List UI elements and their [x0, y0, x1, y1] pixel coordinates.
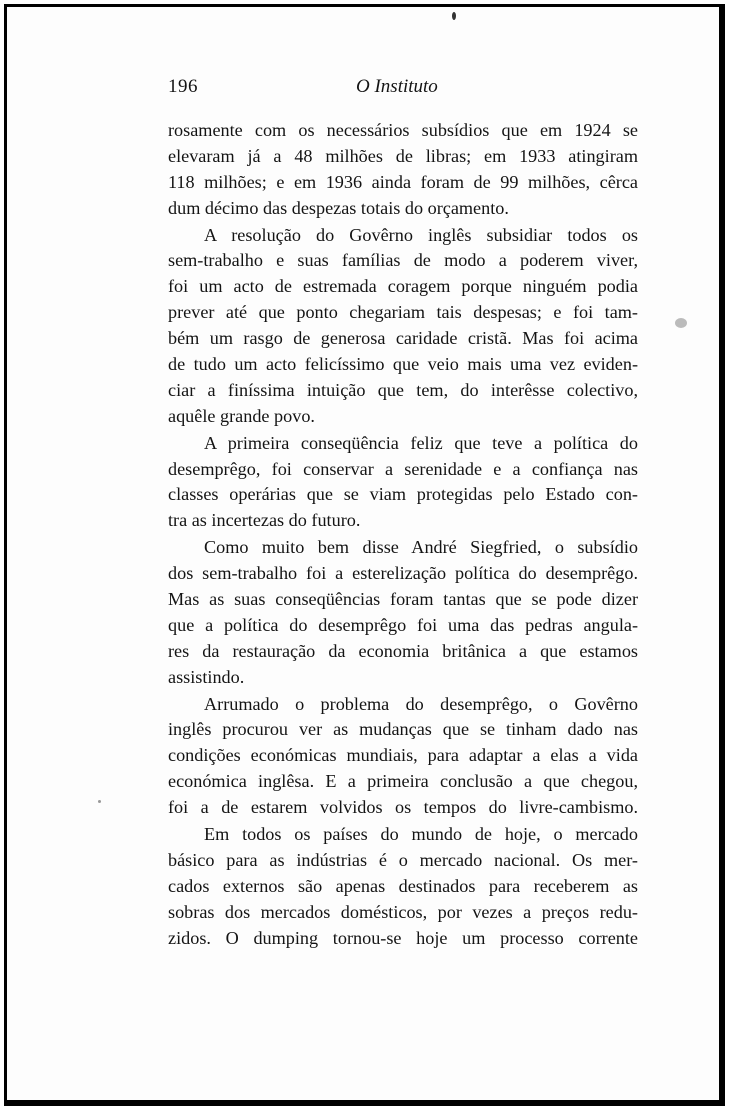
scan-speck — [98, 800, 101, 803]
text-line: dos sem-trabalho foi a esterelização política do desemprêgo. — [168, 563, 638, 584]
text-line: elevaram já a 48 milhões de libras; em 1933 atingiram — [168, 145, 638, 166]
text-line: A resolução do Govêrno inglês subsidiar todos os — [204, 224, 638, 245]
text-line: inglês procurou ver as mudanças que se tinham dado nas — [168, 719, 638, 740]
text-line: classes operárias que se viam protegidas pelo Estado con- — [168, 484, 638, 505]
text-line: sobras dos mercados domésticos, por vezes a preços redu- — [168, 901, 638, 922]
text-line: tra as incertezas do futuro. — [168, 510, 361, 531]
text-line: condições económicas mundiais, para adaptar a elas a vida — [168, 745, 638, 766]
paragraph — [168, 223, 638, 430]
page-number: 196 — [168, 76, 198, 97]
scan-speck — [675, 318, 687, 328]
paragraph — [168, 535, 638, 690]
text-line: Arrumado o problema do desemprêgo, o Govêrno — [204, 693, 638, 714]
text-line: cados externos são apenas destinados para receberem as — [168, 875, 638, 896]
text-line: de tudo um acto felicíssimo que veio mais uma vez eviden- — [168, 354, 638, 375]
scan-speck — [452, 12, 456, 20]
text-line: dum décimo das despezas totais do orçamento. — [168, 197, 509, 218]
text-line: zidos. O dumping tornou-se hoje um processo corrente — [168, 927, 638, 948]
text-line: assistindo. — [168, 666, 245, 687]
text-line: res da restauração da economia britânica a que estamos — [168, 640, 638, 661]
text-line: que a política do desemprêgo foi uma das pedras angula- — [168, 614, 638, 635]
paragraph — [168, 118, 638, 222]
text-line: sem-trabalho e suas famílias de modo a poderem viver, — [168, 250, 638, 271]
text-line: Como muito bem disse André Siegfried, o subsídio — [204, 537, 638, 558]
text-line: prever até que ponto chegariam tais despesas; e foi tam- — [168, 302, 638, 323]
text-line: ciar a finíssima intuição que tem, do interêsse colectivo, — [168, 379, 638, 400]
body-text — [168, 118, 638, 953]
text-line: aquêle grande povo. — [168, 405, 315, 426]
paragraph — [168, 692, 638, 821]
text-line: Em todos os países do mundo de hoje, o mercado — [204, 824, 638, 845]
running-title: O Instituto — [356, 76, 438, 97]
text-line: económica inglêsa. E a primeira conclusão a que chegou, — [168, 771, 638, 792]
text-line: básico para as indústrias é o mercado nacional. Os mer- — [168, 849, 638, 870]
text-line: desemprêgo, foi conservar a serenidade e a confiança nas — [168, 458, 638, 479]
paragraph — [168, 431, 638, 535]
page-header — [168, 76, 638, 106]
text-line: 118 milhões; e em 1936 ainda foram de 99 milhões, cêrca — [168, 171, 638, 192]
text-line: A primeira conseqüência feliz que teve a política do — [204, 432, 638, 453]
text-line: bém um rasgo de generosa caridade cristã. Mas foi acima — [168, 328, 638, 349]
text-line: rosamente com os necessários subsídios que em 1924 se — [168, 120, 638, 140]
paragraph — [168, 822, 638, 951]
text-line: foi a de estarem volvidos os tempos do livre-cambismo. — [168, 797, 638, 818]
text-line: Mas as suas conseqüências foram tantas que se pode dizer — [168, 589, 638, 610]
text-line: foi um acto de estremada coragem porque ninguém podia — [168, 276, 638, 297]
